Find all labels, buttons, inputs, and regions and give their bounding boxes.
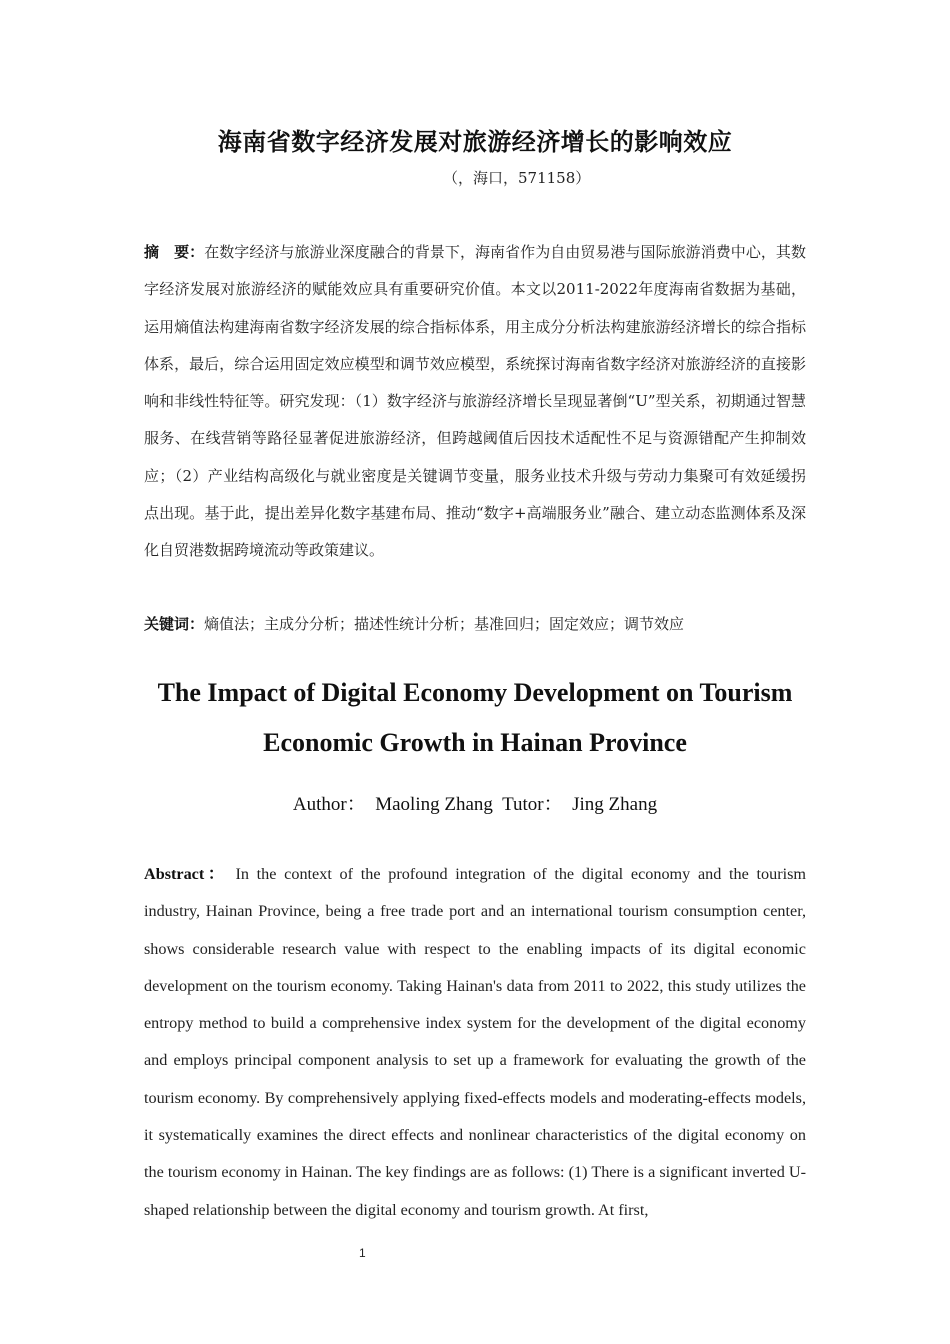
english-abstract-text: In the context of the profound integration of the digital economy and the tourism industry, Hainan Province, being a free trade port and an international tourism consumption center, shows considerable research value with respect to the enabling impacts of its digital economic development on the tourism economy. Taking Hainan's data from 2011 to 2022, this study utilizes the entropy method to build a comprehensive index system for the development of the digital economy and employs principal component analysis to set up a framework for evaluating the growth of the tourism economy. By comprehensively applying fixed-effects models and moderating-effects models, it systematically examines the direct effects and nonlinear characteristics of the digital economy on the tourism economy in Hainan. The key findings are as follows: (1) There is a significant inverted U-shaped relationship between the digital economy and tourism growth. At first, [144, 865, 806, 1219]
chinese-abstract-label: 摘 要： [144, 243, 205, 261]
english-title [0, 668, 950, 768]
chinese-keywords-text: 熵值法；主成分分析；描述性统计分析；基准回归；固定效应；调节效应 [204, 615, 685, 633]
english-abstract [144, 856, 806, 1229]
chinese-affiliation: （，海口，571158） [443, 169, 591, 187]
chinese-keywords [144, 610, 806, 638]
page-number: 1 [359, 1246, 366, 1260]
chinese-abstract-text: 在数字经济与旅游业深度融合的背景下，海南省作为自由贸易港与国际旅游消费中心，其数字经济发展对旅游经济的赋能效应具有重要研究价值。本文以2011-2022年度海南省数据为基础，运用熵值法构建海南省数字经济发展的综合指标体系，用主成分分析法构建旅游经济增长的综合指标体系，最后，综合运用固定效应模型和调节效应模型，系统探讨海南省数字经济对旅游经济的直接影响和非线性特征等。研究发现：（1）数字经济与旅游经济增长呈现显著倒“U”型关系，初期通过智慧服务、在线营销等路径显著促进旅游经济，但跨越阈值后因技术适配性不足与资源错配产生抑制效应；（2）产业结构高级化与就业密度是关键调节变量，服务业技术升级与劳动力集聚可有效延缓拐点出现。基于此，提出差异化数字基建布局、推动“数字+高端服务业”融合、建立动态监测体系及深化自贸港数据跨境流动等政策建议。 [144, 243, 806, 560]
chinese-title: 海南省数字经济发展对旅游经济增长的影响效应 [217, 128, 733, 156]
chinese-abstract [144, 234, 806, 570]
english-title-line-1: The Impact of Digital Economy Development on Tourism [157, 678, 793, 707]
english-author-line: Author： Maoling Zhang Tutor： Jing Zhang [292, 794, 658, 815]
english-title-line-2: Economic Growth in Hainan Province [263, 728, 687, 757]
chinese-keywords-label: 关键词： [144, 615, 205, 633]
english-abstract-label: Abstract： [144, 865, 228, 883]
